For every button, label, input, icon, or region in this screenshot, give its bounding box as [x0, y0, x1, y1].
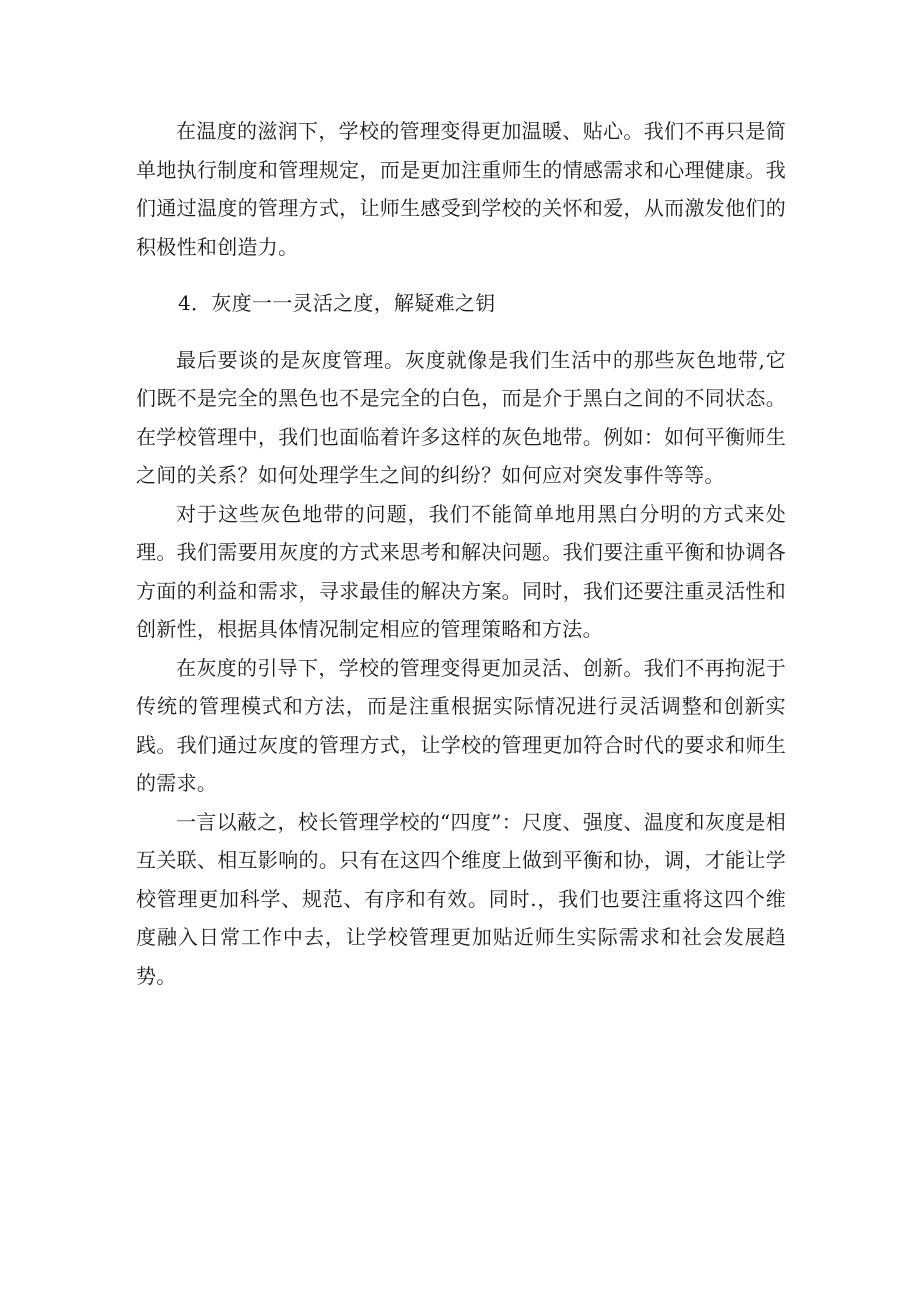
section-heading-grayscale: 4．灰度一一灵活之度，解疑难之钥	[178, 291, 496, 315]
document-body	[136, 112, 786, 995]
paragraph-grayscale-effect: 在灰度的引导下，学校的管理变得更加灵活、创新。我们不再拘泥于传统的管理模式和方法，而是注重根据实际情况进行灵活调整和创新实践。我们通过灰度的管理方式，让学校的管理更加符合时代的要求和师生的需求。	[136, 655, 786, 795]
paragraph-warmth-summary: 在温度的滋润下，学校的管理变得更加温暖、贴心。我们不再只是简单地执行制度和管理规定，而是更加注重师生的情感需求和心理健康。我们通过温度的管理方式，让师生感受到学校的关怀和爱，从而激发他们的积极性和创造力。	[136, 119, 786, 259]
paragraph-grayscale-approach: 对于这些灰色地带的问题，我们不能简单地用黑白分明的方式来处理。我们需要用灰度的方式来思考和解决问题。我们要注重平衡和协调各方面的利益和需求，寻求最佳的解决方案。同时，我们还要注重灵活性和创新性，根据具体情况制定相应的管理策略和方法。	[136, 501, 786, 641]
paragraph-grayscale-intro: 最后要谈的是灰度管理。灰度就像是我们生活中的那些灰色地带,它们既不是完全的黑色也不是完全的白色，而是介于黑白之间的不同状态。在学校管理中，我们也面临着许多这样的灰色地带。例如：如何平衡师生之间的关系？如何处理学生之间的纠纷？如何应对突发事件等等。	[136, 347, 786, 487]
paragraph-conclusion: 一言以蔽之，校长管理学校的“四度”：尺度、强度、温度和灰度是相互关联、相互影响的。只有在这四个维度上做到平衡和协，调，才能让学校管理更加科学、规范、有序和有效。同时.，我们也要注重将这四个维度融入日常工作中去，让学校管理更加贴近师生实际需求和社会发展趋势。	[136, 809, 786, 988]
